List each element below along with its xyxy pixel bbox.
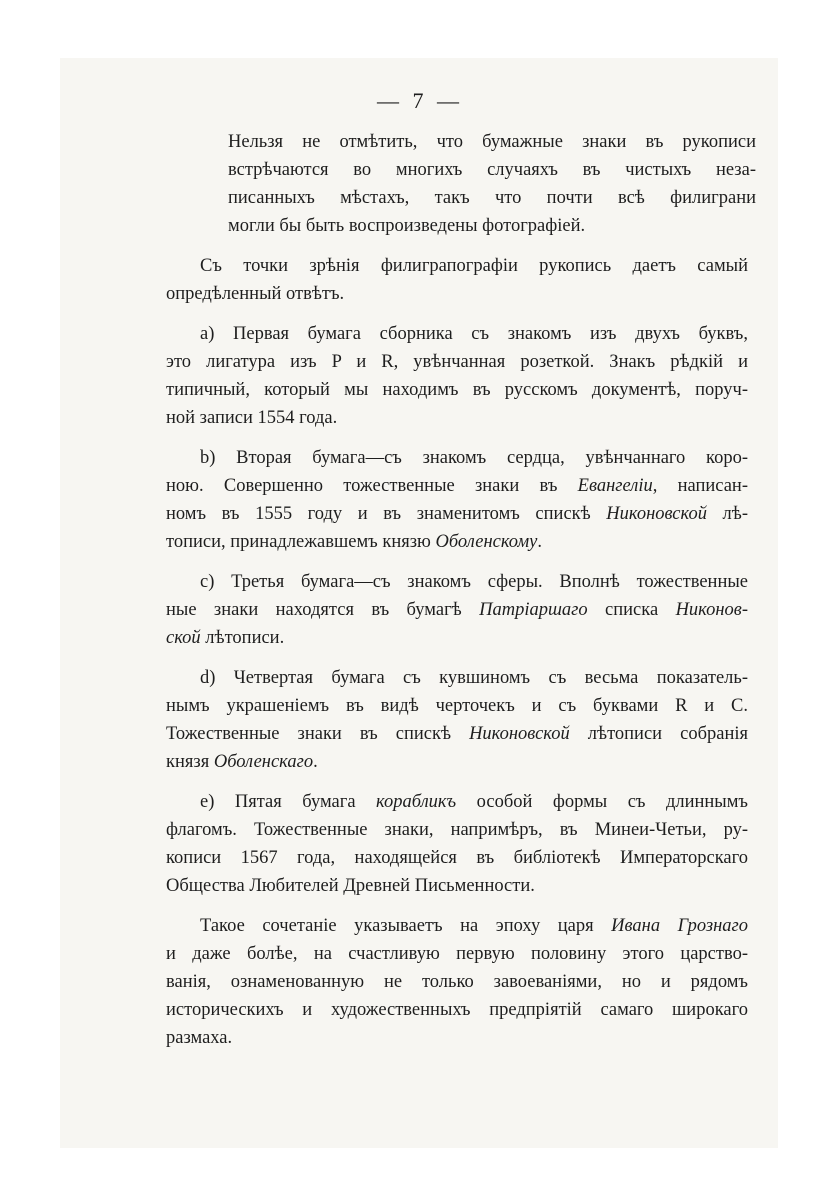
text-line: a) Первая бумага сборника съ знакомъ изъ двухъ буквъ, xyxy=(200,324,748,344)
text-line: Тожественные знаки въ спискѣ Никоновской лѣтописи собранія xyxy=(166,724,748,744)
text-line: c) Третья бумага—съ знакомъ сферы. Вполнѣ тожественные xyxy=(200,572,748,592)
text-line: кописи 1567 года, находящейся въ библіотекѣ Императорскаго xyxy=(166,848,748,868)
italic-title: ской xyxy=(166,628,201,648)
text-line: Нельзя не отмѣтить, что бумажные знаки въ рукописи xyxy=(228,132,756,152)
paragraph-item-c xyxy=(166,568,748,652)
text-line: ной записи 1554 года. xyxy=(166,408,338,428)
italic-name: Оболенскому xyxy=(435,532,538,552)
italic-title: Евангеліи xyxy=(577,476,653,496)
text-line: нымъ украшеніемъ въ видѣ черточекъ и съ буквами R и C. xyxy=(166,696,748,716)
italic-term: корабликъ xyxy=(376,792,457,812)
text-line: князя Оболенскаго. xyxy=(166,752,318,772)
page-number: — 7 — xyxy=(377,88,463,113)
text-line: Общества Любителей Древней Письменности. xyxy=(166,876,535,896)
text-line: e) Пятая бумага корабликъ особой формы съ длиннымъ xyxy=(200,792,748,812)
text-line: размаха. xyxy=(166,1028,233,1048)
text-line: ные знаки находятся въ бумагѣ Патріаршаго списка Никонов- xyxy=(166,600,748,620)
text-line: опредѣленный отвѣтъ. xyxy=(166,284,345,304)
paragraph-item-d xyxy=(166,664,748,776)
italic-title: Никонов- xyxy=(675,600,748,620)
paragraph-item-a xyxy=(166,320,748,432)
text-line: флагомъ. Тожественные знаки, напримѣръ, въ Минеи-Четьи, ру- xyxy=(166,820,748,840)
paragraph-item-e xyxy=(166,788,748,900)
text-line: ною. Совершенно тожественные знаки въ Евангеліи, написан- xyxy=(166,476,748,496)
text-line: Такое сочетаніе указываетъ на эпоху царя Ивана Грознаго xyxy=(200,916,748,936)
text-line: писанныхъ мѣстахъ, такъ что почти всѣ филиграни xyxy=(228,188,756,208)
intro-paragraph xyxy=(166,128,756,240)
text-line: типичный, который мы находимъ въ русскомъ документѣ, поруч- xyxy=(166,380,748,400)
text-line: и даже болѣе, на счастливую первую половину этого царство- xyxy=(166,944,748,964)
text-line: b) Вторая бумага—съ знакомъ сердца, увѣнчаннаго коро- xyxy=(200,448,748,468)
italic-title: Никоновской xyxy=(606,504,707,524)
text-line: тописи, принадлежавшемъ князю Оболенскому. xyxy=(166,532,542,552)
text-line: ванія, ознаменованную не только завоеваніями, но и рядомъ xyxy=(166,972,748,992)
text-line: встрѣчаются во многихъ случаяхъ въ чистыхъ неза- xyxy=(228,160,756,180)
paragraph-conclusion xyxy=(166,912,748,1052)
body-text xyxy=(166,128,756,1052)
text-line: это лигатура изъ P и R, увѣнчанная розеткой. Знакъ рѣдкій и xyxy=(166,352,748,372)
text-line: историческихъ и художественныхъ предпріятій самаго широкаго xyxy=(166,1000,748,1020)
italic-title: Патріаршаго xyxy=(479,600,588,620)
text-line: ской лѣтописи. xyxy=(166,628,285,648)
paragraph-filigranography xyxy=(166,252,748,308)
paragraph-item-b xyxy=(166,444,748,556)
text-line: могли бы быть воспроизведены фотографіей. xyxy=(228,216,586,236)
italic-name: Оболенскаго xyxy=(213,752,314,772)
text-line: номъ въ 1555 году и въ знаменитомъ спискѣ Никоновской лѣ- xyxy=(166,504,748,524)
text-line: Съ точки зрѣнія филиграпографіи рукопись даетъ самый xyxy=(200,256,748,276)
italic-title: Никоновской xyxy=(469,724,570,744)
italic-name: Ивана Грознаго xyxy=(611,916,748,936)
text-line: d) Четвертая бумага съ кувшиномъ съ весьма показатель- xyxy=(200,668,748,688)
